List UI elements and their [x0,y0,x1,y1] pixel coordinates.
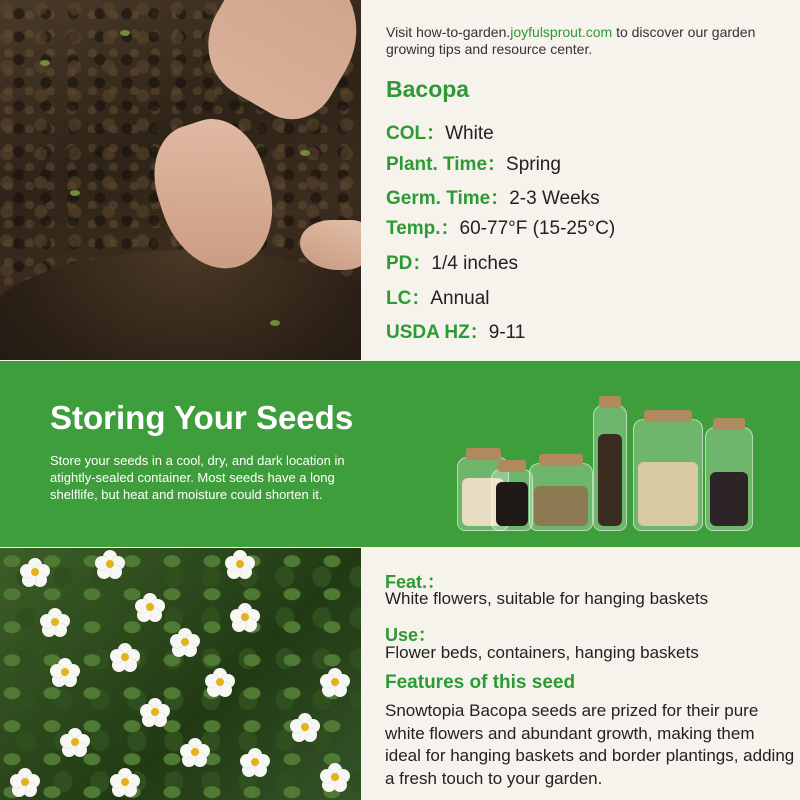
storing-text: Store your seeds in a cool, dry, and dark location in atightly-sealed container. Most seeds have a long shelflife, but heat and moisture could shorten it. [50,453,345,502]
spec-usda-zone [386,317,525,344]
bacopa-flowers-photo [0,548,361,800]
storing-seeds-banner [0,361,800,547]
spec-label: COL： [386,123,446,144]
feat-label: Feat.： [385,572,446,592]
features-label: Features of this seed [385,672,576,693]
use-label: Use： [385,625,437,645]
spec-label: LC： [386,288,431,309]
spec-value: 9-11 [488,322,526,343]
spec-planting-depth [386,248,518,275]
features-text: Snowtopia Bacopa seeds are prized for their pure white flowers and abundant growth, making them ideal for hanging baskets and border plantings, adding a fresh touch to your garden. [385,701,795,788]
spec-value: 2-3 Weeks [509,188,600,209]
seed-info-panel [361,0,800,360]
spec-life-cycle [386,283,490,310]
use-text: Flower beds, containers, hanging baskets [385,643,699,662]
spec-label: Plant. Time： [386,154,507,175]
spec-label: Germ. Time： [386,188,510,209]
visit-suffix: to discover our garden growing tips and resource center. [386,24,756,57]
spec-value: 60-77°F (15-25°C) [459,218,616,239]
spec-color [386,118,494,145]
website-link[interactable]: joyfulsprout.com [510,24,613,40]
spec-plant-time [386,149,561,176]
seed-details-panel [361,548,800,800]
spec-value: Spring [506,154,561,175]
storing-title: Storing Your Seeds [50,399,354,436]
visit-prefix: Visit how-to-garden. [386,24,511,40]
feat-text: White flowers, suitable for hanging baskets [385,589,709,608]
spec-value: 1/4 inches [431,253,519,274]
product-name: Bacopa [386,76,470,102]
spec-label: Temp.： [386,218,460,239]
seed-jars-image [455,381,765,531]
spec-label: USDA HZ： [386,322,489,343]
spec-germination-time [386,183,600,210]
visit-website-text [386,24,786,58]
spec-label: PD： [386,253,432,274]
spec-value: White [445,123,494,144]
spec-temperature [386,213,615,240]
hand-sowing-seeds-photo [0,0,361,360]
top-section [0,0,800,360]
spec-value: Annual [430,288,490,309]
